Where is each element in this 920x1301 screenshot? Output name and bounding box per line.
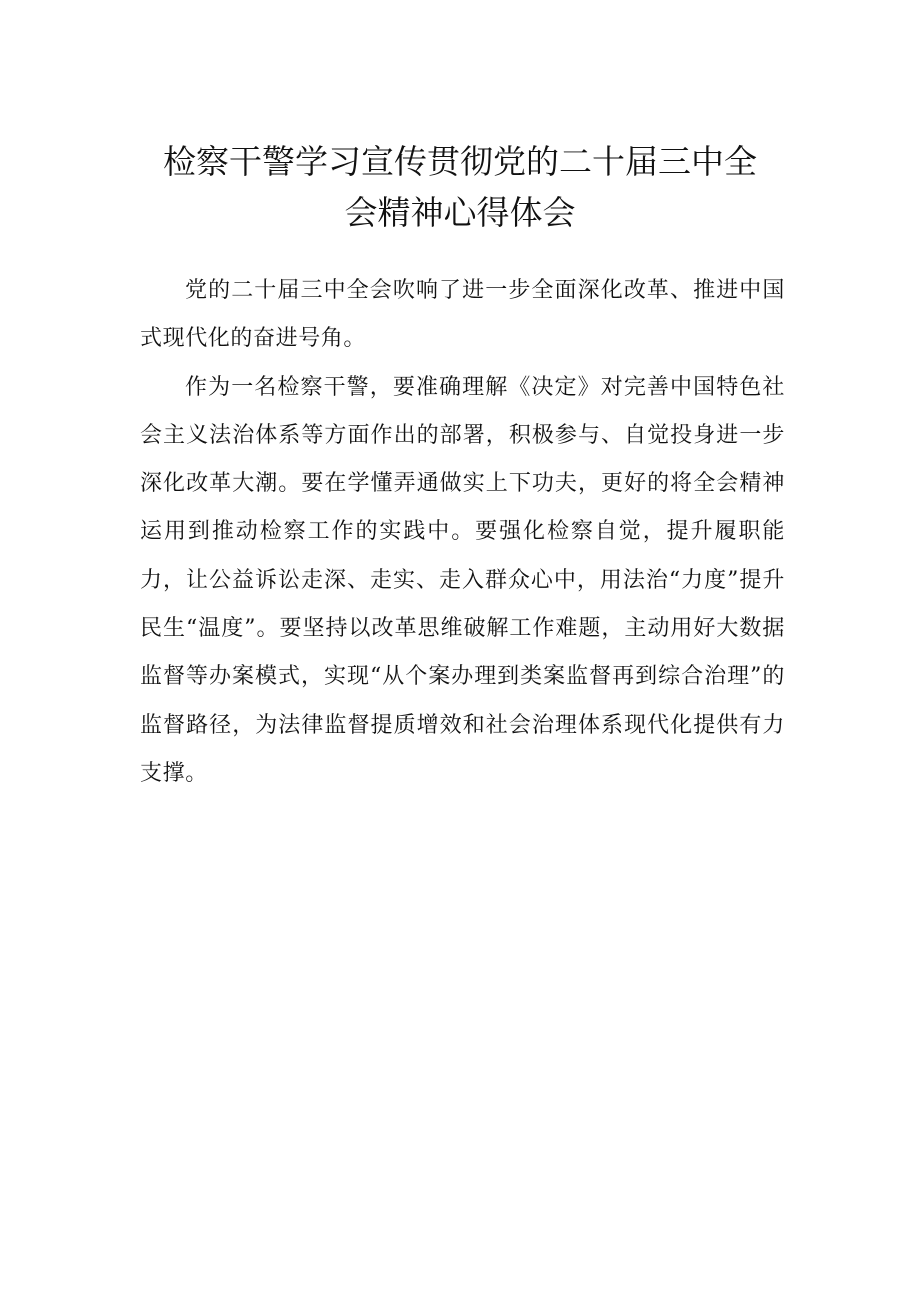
paragraph-1: 党的二十届三中全会吹响了进一步全面深化改革、推进中国式现代化的奋进号角。 — [140, 278, 785, 352]
title-line-2: 会精神心得体会 — [344, 193, 576, 232]
document-body — [140, 267, 785, 798]
title-line-1: 检察干警学习宣传贯彻党的二十届三中全 — [163, 142, 757, 181]
paragraph-2: 作为一名检察干警，要准确理解《决定》对完善中国特色社会主义法治体系等方面作出的部署，积极参与、自觉投身进一步深化改革大潮。要在学懂弄通做实上下功夫，更好的将全会精神运用到推动检察工作的实践中。要强化检察自觉，提升履职能力，让公益诉讼走深、走实、走入群众心中，用法治“力度”提升民生“温度”。要坚持以改革思维破解工作难题，主动用好大数据监督等办案模式，实现“从个案办理到类案监督再到综合治理”的监督路径，为法律监督提质增效和社会治理体系现代化提供有力支撑。 — [140, 374, 785, 786]
document-title — [120, 136, 800, 238]
